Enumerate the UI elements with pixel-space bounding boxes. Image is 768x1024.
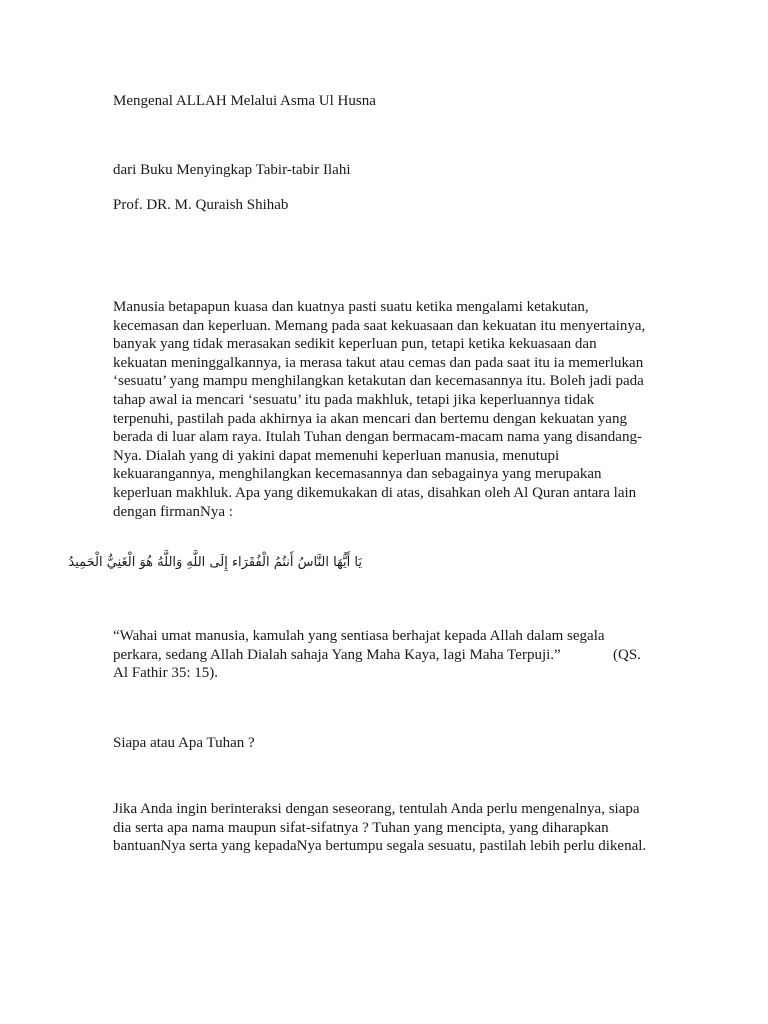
paragraph-line: kekuatan meninggalkannya, ia merasa takut atau cemas dan pada saat itu ia memerlukan [113,354,644,371]
translation-paragraph [113,627,658,683]
paragraph-line: bantuanNya serta yang kepadaNya bertumpu segala sesuatu, pastilah lebih perlu dikenal. [113,838,647,855]
translation-text: perkara, sedang Allah Dialah sahaja Yang Maha Kaya, lagi Maha Terpuji.” [113,646,561,663]
paragraph-line: ‘sesuatu’ yang mampu menghilangkan ketakutan dan kecemasannya itu. Boleh jadi pada [113,373,644,390]
paragraph-line: Jika Anda ingin berinteraksi dengan seseorang, tentulah Anda perlu mengenalnya, siapa [113,801,640,817]
translation-line [113,646,658,665]
paragraph-line: kecemasan dan keperluan. Memang pada saat kekuasaan dan kekuatan itu menyertainya, [113,317,646,334]
source-line: dari Buku Menyingkap Tabir-tabir Ilahi [113,162,351,178]
paragraph-line: terpenuhi, pastilah pada akhirnya ia akan mencari dan bertemu dengan kekuatan yang [113,410,627,427]
section-heading: Siapa atau Apa Tuhan ? [113,735,255,751]
paragraph-line: banyak yang tidak merasakan sedikit keperluan pun, tetapi ketika kekuasaan dan [113,336,597,353]
paragraph-line: keperluan makhluk. Apa yang dikemukakan di atas, disahkan oleh Al Quran antara lain [113,484,637,501]
paragraph-line: kekuarangannya, menghilangkan kecemasannya dan sebagainya yang merupakan [113,466,602,483]
paragraph-line: berada di luar alam raya. Itulah Tuhan dengan bermacam-macam nama yang disandang- [113,429,642,446]
translation-line: Al Fathir 35: 15). [113,665,218,682]
closing-paragraph [113,800,658,856]
paragraph-line: Nya. Dialah yang di yakini dapat memenuhi keperluan manusia, menutupi [113,447,560,464]
paragraph-line: dengan firmanNya : [113,503,233,520]
arabic-verse: يَا أَيُّهَا النَّاسُ أَنتُمُ الْفُقَرَاء إِلَى اللَّهِ وَاللَّهُ هُوَ الْغَنِيُّ الْحَمِيدُ [68,555,362,570]
translation-line: “Wahai umat manusia, kamulah yang sentiasa berhajat kepada Allah dalam segala [113,628,605,644]
document-title: Mengenal ALLAH Melalui Asma Ul Husna [113,93,376,109]
paragraph-line: Manusia betapapun kuasa dan kuatnya pasti suatu ketika mengalami ketakutan, [113,299,589,315]
author-line: Prof. DR. M. Quraish Shihab [113,197,289,213]
paragraph-line: tahap awal ia mencari ‘sesuatu’ itu pada makhluk, tetapi jika keperluannya tidak [113,391,595,408]
intro-paragraph [113,298,658,521]
paragraph-line: dia serta apa nama maupun sifat-sifatnya ? Tuhan yang mencipta, yang diharapkan [113,819,609,836]
verse-reference: (QS. [613,646,641,663]
